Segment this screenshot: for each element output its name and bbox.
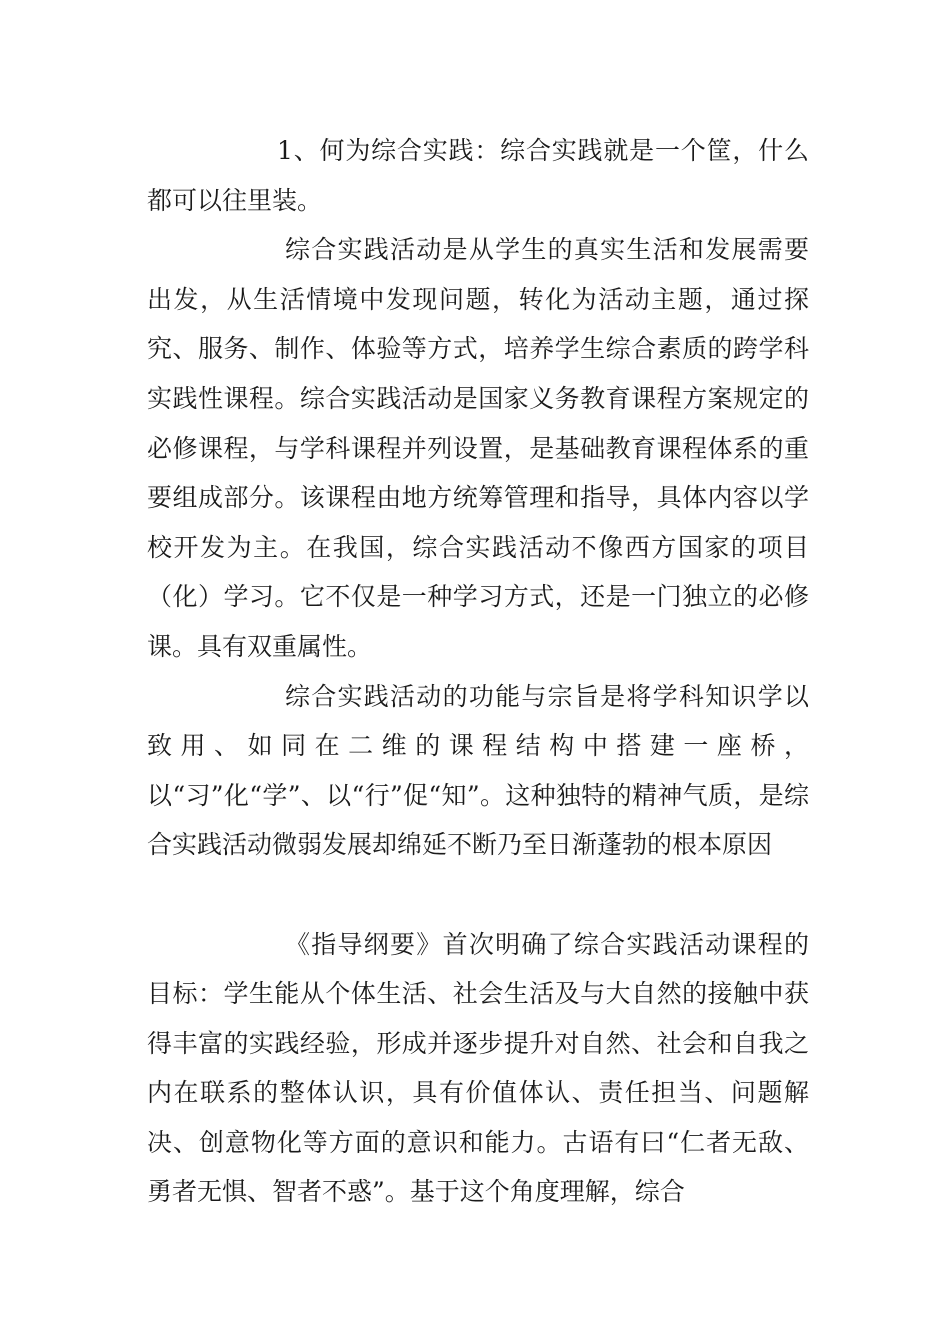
paragraph-spacer: [147, 870, 809, 920]
document-body: [147, 126, 809, 1217]
paragraph-definition: 1、何为综合实践：综合实践就是一个筐，什么都可以往里装。: [147, 136, 809, 215]
paragraph-function: 综合实践活动的功能与宗旨是将学科知识学以致用、如同在二维的课程结构中搭建一座桥，以“习”化“学”、以“行”促“知”。这种独特的精神气质，是综合实践活动微弱发展却绵延不断乃至日渐蓬勃的根本原因: [147, 681, 809, 860]
paragraph-goals: 《指导纲要》首次明确了综合实践活动课程的目标：学生能从个体生活、社会生活及与大自然的接触中获得丰富的实践经验，形成并逐步提升对自然、社会和自我之内在联系的整体认识，具有价值体认、责任担当、问题解决、创意物化等方面的意识和能力。古语有曰“仁者无敌、勇者无惧、智者不惑”。基于这个角度理解，综合: [147, 929, 809, 1207]
paragraph-curriculum: 综合实践活动是从学生的真实生活和发展需要出发，从生活情境中发现问题，转化为活动主题，通过探究、服务、制作、体验等方式，培养学生综合素质的跨学科实践性课程。综合实践活动是国家义务教育课程方案规定的必修课程，与学科课程并列设置，是基础教育课程体系的重要组成部分。该课程由地方统筹管理和指导，具体内容以学校开发为主。在我国，综合实践活动不像西方国家的项目（化）学习。它不仅是一种学习方式，还是一门独立的必修课。具有双重属性。: [147, 235, 809, 661]
